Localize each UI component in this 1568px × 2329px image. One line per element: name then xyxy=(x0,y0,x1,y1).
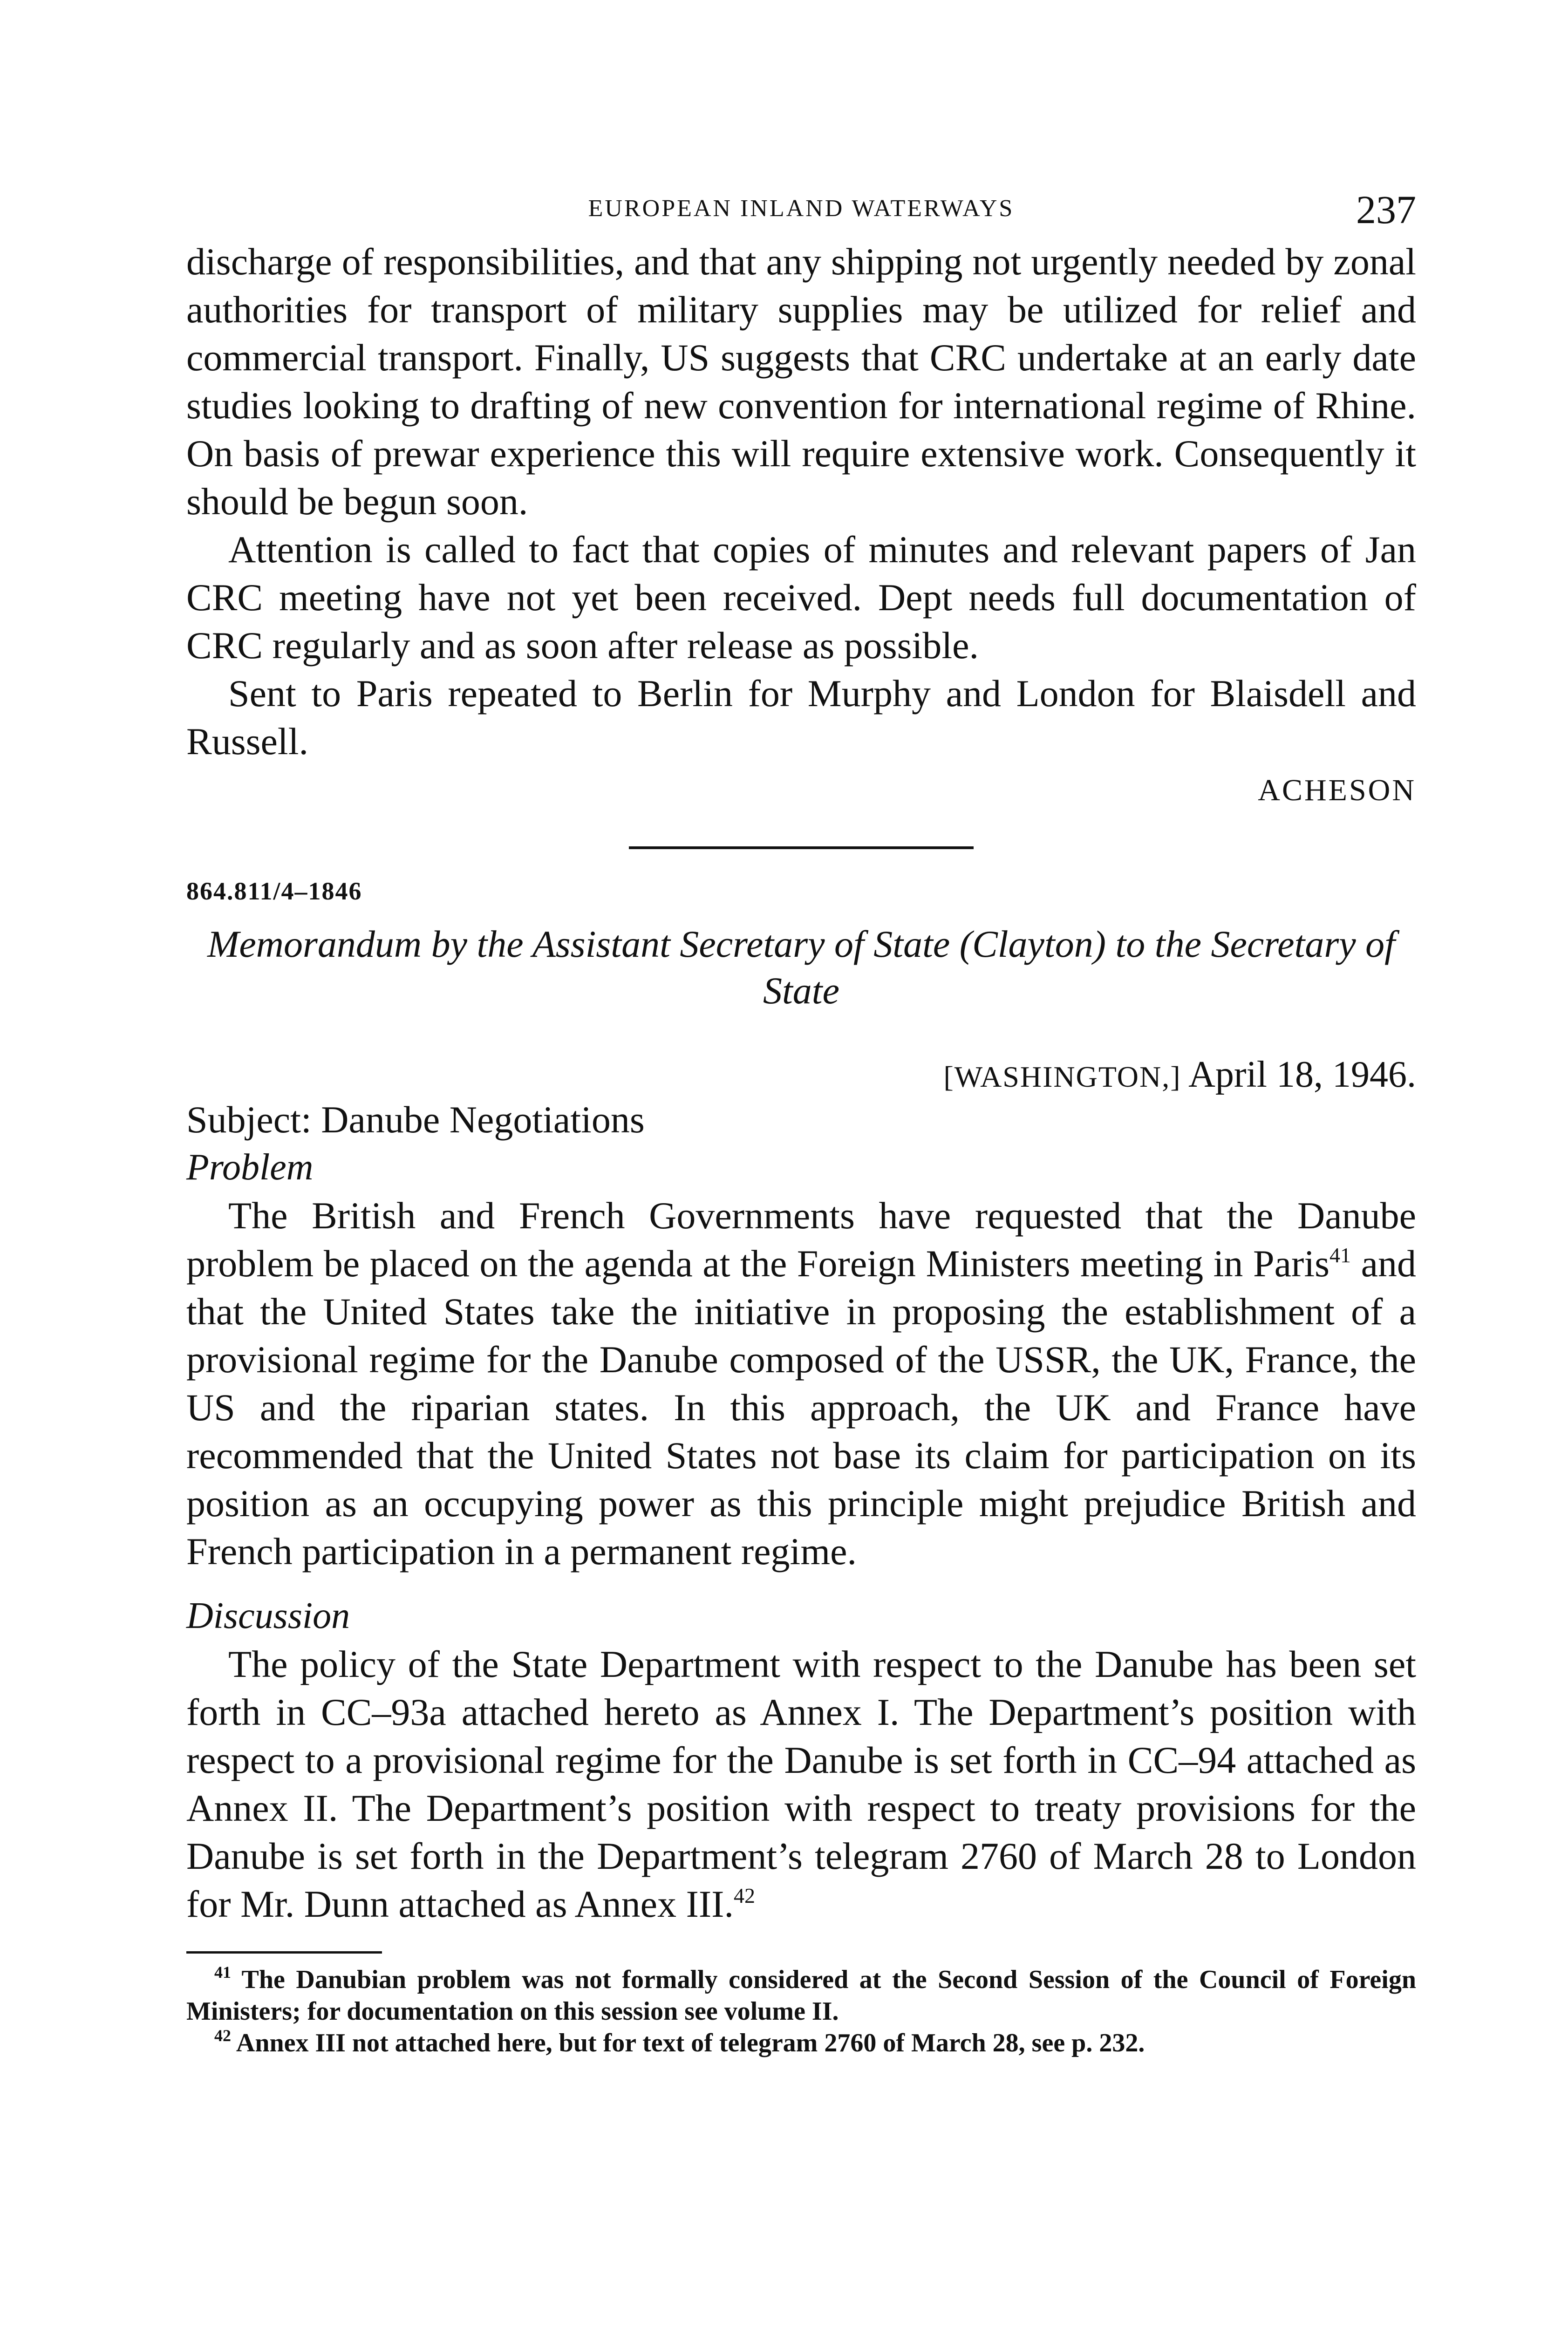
footnote-ref-41[interactable]: 41 xyxy=(1329,1243,1351,1267)
problem-text-end: and that the United States take the initiative in proposing the establishment of a provisional regime for the Danube composed of the USSR, the UK, France, the US and the riparian states. In this approach, the UK and France have recommended that the United States not base its claim for participation on its position as an occupying power as this principle might prejudice British and French participation in a permanent regime. xyxy=(186,1242,1416,1573)
paragraph-documentation: Attention is called to fact that copies of minutes and relevant papers of Jan CRC meeting have not yet been received. Dept needs full documentation of CRC regularly and as soon after release as possible. xyxy=(186,528,1416,667)
discussion-paragraph xyxy=(186,1640,1416,1928)
paragraph-distribution: Sent to Paris repeated to Berlin for Murphy and London for Blaisdell and Russell. xyxy=(186,672,1416,763)
problem-paragraph xyxy=(186,1192,1416,1575)
footnote-41 xyxy=(186,1964,1416,2027)
problem-text-start: The British and French Governments have requested that the Danube problem be placed on the agenda at the Foreign Ministers meeting in Paris xyxy=(186,1194,1416,1285)
continued-paragraph: discharge of responsibilities, and that any shipping not urgently needed by zonal authorities for transport of military supplies may be utilized for relief and commercial transport. Finally, US suggests that CRC undertake at an early date studies looking to drafting of new convention for international regime of Rhine. On basis of prewar experience this will require extensive work. Consequently it should be begun soon. xyxy=(186,240,1416,523)
page-number: 237 xyxy=(1356,187,1416,232)
footnote-marker-41: 41 xyxy=(214,1963,231,1982)
footnote-marker-42: 42 xyxy=(214,2026,231,2045)
problem-heading: Problem xyxy=(186,1147,314,1188)
dateline-date: April 18, 1946. xyxy=(1188,1054,1416,1095)
section-divider xyxy=(629,846,974,849)
dateline-place: [WASHINGTON,] xyxy=(943,1060,1181,1093)
discussion-text: The policy of the State Department with respect to the Danube has been set forth in CC–93a attached hereto as Annex I. The Department’s position with respect to a provisional regime for the Danube is set forth in CC–94 attached as Annex II. The Department’s position with respect to treaty provisions for the Danube is set forth in the Department’s telegram 2760 of March 28 to London for Mr. Dunn attached as Annex III. xyxy=(186,1643,1416,1925)
footnote-42 xyxy=(186,2027,1416,2059)
file-number: 864.811/4–1846 xyxy=(186,877,362,905)
running-title: EUROPEAN INLAND WATERWAYS xyxy=(588,195,1015,222)
subject-line: Subject: Danube Negotiations xyxy=(186,1098,645,1141)
footnote-text-41: The Danubian problem was not formally considered at the Second Session of the Council of Foreign Ministers; for documentation on this session see volume II. xyxy=(186,1965,1416,2026)
running-header xyxy=(186,186,1416,238)
signature: ACHESON xyxy=(1258,773,1416,807)
footnote-ref-42[interactable]: 42 xyxy=(734,1884,755,1907)
footnote-rule xyxy=(186,1951,382,1954)
document-title: Memorandum by the Assistant Secretary of State (Clayton) to the Secretary of State xyxy=(207,923,1395,1012)
footnote-text-42: Annex III not attached here, but for text of telegram 2760 of March 28, see p. 232. xyxy=(236,2029,1145,2057)
document-page xyxy=(186,186,1416,2059)
discussion-heading: Discussion xyxy=(186,1595,350,1636)
dateline xyxy=(186,1051,1416,1100)
